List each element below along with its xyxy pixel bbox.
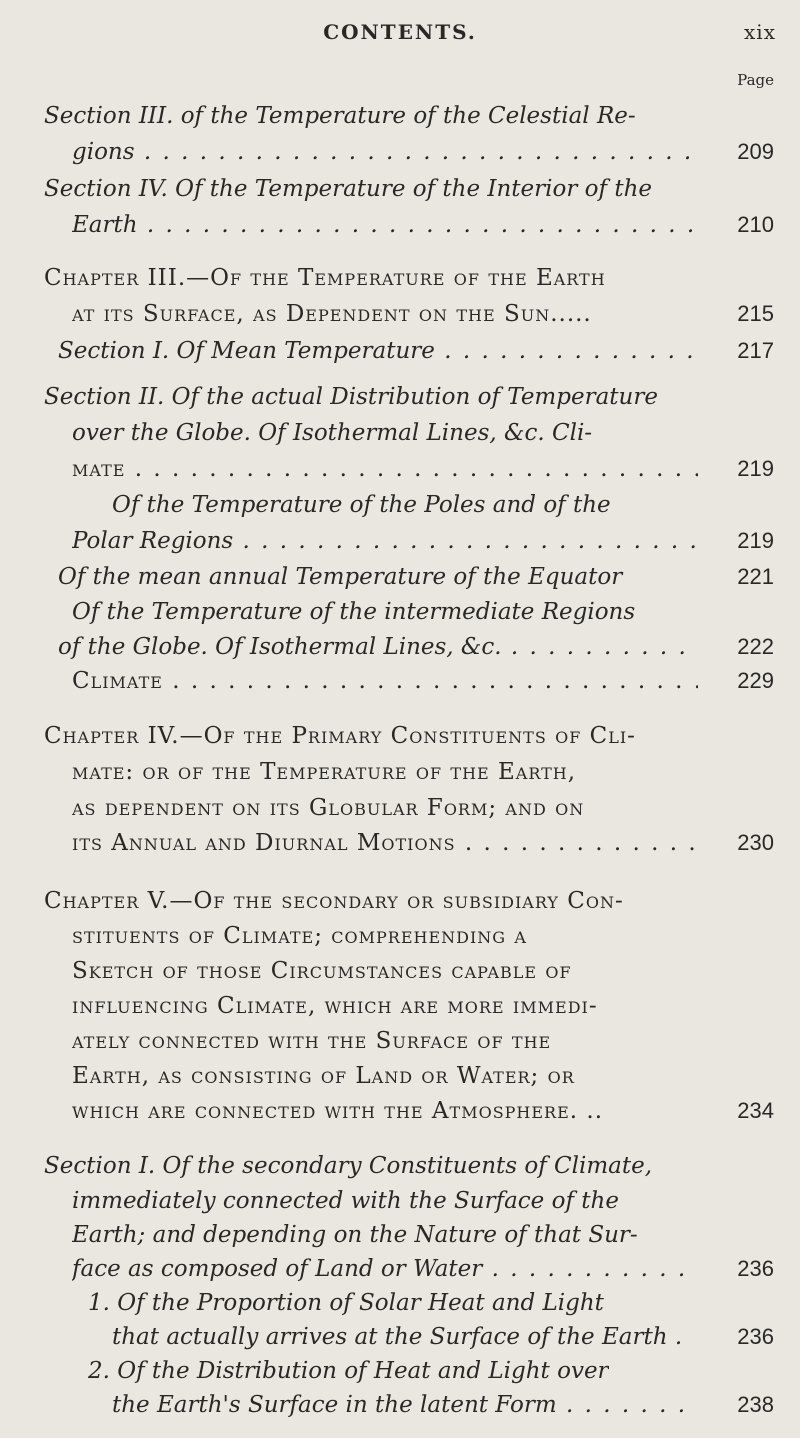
toc-line — [0, 830, 800, 864]
toc-line-text: Section III. of the Temperature of the Celestial Re- — [44, 103, 636, 129]
toc-line-text: Of the Temperature of the intermediate Regions — [72, 599, 636, 625]
toc-line-text: Chapter IV.—Of the Primary Constituents of Cli- — [44, 723, 636, 749]
toc-line-text: face as composed of Land or Water . . . — [72, 1256, 698, 1282]
toc-line — [0, 1063, 800, 1097]
page-column-label: Page — [737, 71, 774, 89]
toc-page-number: 229 — [737, 668, 774, 693]
toc-line-text: that actually arrives at the Surface of the Earth . — [112, 1324, 683, 1350]
toc-line — [0, 1290, 800, 1324]
toc-page-number: 230 — [737, 830, 774, 855]
toc-line-text: immediately connected with the Surface of the — [72, 1188, 619, 1214]
toc-line — [0, 1358, 800, 1392]
toc-line — [0, 795, 800, 829]
toc-line-text: Polar Regions . . . — [72, 528, 698, 554]
toc-line-text: stituents of Climate; comprehending a — [72, 923, 527, 949]
toc-line-text: Earth; and depending on the Nature of that Sur- — [72, 1222, 638, 1248]
toc-line-text: its Annual and Diurnal Motions . . . — [72, 830, 698, 856]
toc-page-number: 209 — [737, 139, 774, 164]
toc-line — [0, 1153, 800, 1187]
toc-line-text: at its Surface, as Dependent on the Sun..... — [72, 301, 592, 327]
toc-line — [0, 1256, 800, 1290]
toc-line-text: over the Globe. Of Isothermal Lines, &c. Cli- — [72, 420, 593, 446]
toc-line — [0, 723, 800, 757]
toc-line-text: Earth . . . — [72, 212, 698, 238]
toc-line — [0, 599, 800, 633]
toc-line — [0, 564, 800, 598]
toc-line — [0, 993, 800, 1027]
toc-line — [0, 1188, 800, 1222]
toc-line — [0, 384, 800, 418]
toc-line-text: Chapter V.—Of the secondary or subsidiary Con- — [44, 888, 624, 914]
toc-line-text: Section II. Of the actual Distribution of Temperature — [44, 384, 658, 410]
toc-line — [0, 759, 800, 793]
toc-line-text: Climate . . . — [72, 668, 698, 694]
toc-page-number: 234 — [737, 1098, 774, 1123]
toc-page-number: 221 — [737, 564, 774, 589]
toc-line-text: mate . . . — [72, 456, 698, 482]
toc-line — [0, 1324, 800, 1358]
toc-line — [0, 176, 800, 210]
toc-line-text: 2. Of the Distribution of Heat and Light over — [88, 1358, 609, 1384]
toc-line-text: the Earth's Surface in the latent Form . . . — [112, 1392, 698, 1418]
toc-page-number: 236 — [737, 1256, 774, 1281]
toc-line — [0, 212, 800, 246]
toc-line-text: Of the mean annual Temperature of the Equator — [58, 564, 623, 590]
toc-line-text: ately connected with the Surface of the — [72, 1028, 552, 1054]
toc-line-text: Sketch of those Circumstances capable of — [72, 958, 572, 984]
toc-line — [0, 139, 800, 173]
toc-line — [0, 265, 800, 299]
toc-line — [0, 888, 800, 922]
toc-line-text: influencing Climate, which are more immedi- — [72, 993, 598, 1019]
toc-line — [0, 420, 800, 454]
toc-line-text: Section I. Of the secondary Constituents of Climate, — [44, 1153, 653, 1179]
toc-line — [0, 634, 800, 668]
toc-line-text: Chapter III.—Of the Temperature of the Earth — [44, 265, 606, 291]
toc-line — [0, 668, 800, 702]
toc-line-text: Section IV. Of the Temperature of the Interior of the — [44, 176, 653, 202]
toc-line — [0, 1098, 800, 1132]
toc-line — [0, 923, 800, 957]
toc-page-number: 236 — [737, 1324, 774, 1349]
toc-line-text: which are connected with the Atmosphere. .. — [72, 1098, 604, 1124]
toc-page-number: 219 — [737, 456, 774, 481]
toc-line — [0, 528, 800, 562]
toc-page-number: 215 — [737, 301, 774, 326]
running-head-title: CONTENTS. — [323, 20, 477, 44]
toc-line-text: Earth, as consisting of Land or Water; or — [72, 1063, 575, 1089]
toc-page-number: 210 — [737, 212, 774, 237]
toc-line-text: Of the Temperature of the Poles and of the — [112, 492, 611, 518]
toc-line-text: 1. Of the Proportion of Solar Heat and Light — [88, 1290, 604, 1316]
toc-page-number: 222 — [737, 634, 774, 659]
toc-line — [0, 456, 800, 490]
toc-line — [0, 1392, 800, 1426]
toc-line-text: gions . . . — [72, 139, 698, 165]
toc-line-text: of the Globe. Of Isothermal Lines, &c. . . . — [58, 634, 698, 660]
toc-line-text: as dependent on its Globular Form; and on — [72, 795, 585, 821]
toc-line — [0, 1222, 800, 1256]
toc-line — [0, 492, 800, 526]
page-folio: xix — [744, 20, 776, 44]
toc-line-text: Section I. Of Mean Temperature . . . — [58, 338, 698, 364]
toc-line — [0, 301, 800, 335]
toc-line-text: mate: or of the Temperature of the Earth, — [72, 759, 577, 785]
toc-line — [0, 958, 800, 992]
toc-page-number: 219 — [737, 528, 774, 553]
toc-line — [0, 338, 800, 372]
toc-line — [0, 1028, 800, 1062]
toc-page-number: 217 — [737, 338, 774, 363]
toc-page-number: 238 — [737, 1392, 774, 1417]
toc-line — [0, 103, 800, 137]
